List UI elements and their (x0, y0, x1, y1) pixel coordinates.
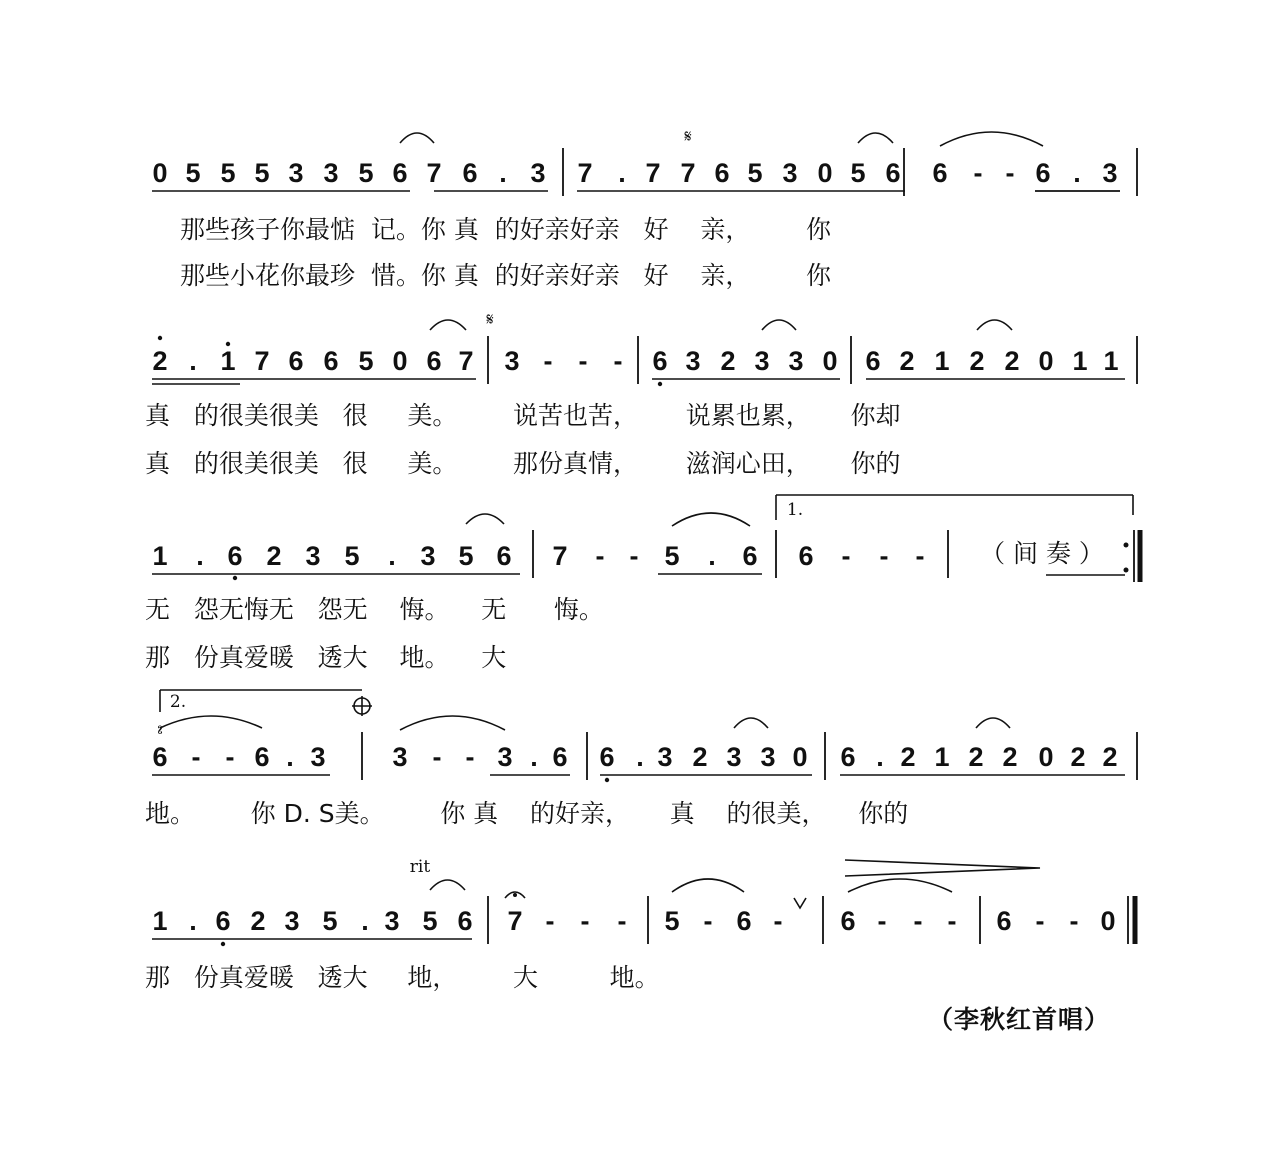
note: . (189, 906, 197, 936)
note: 0 (817, 158, 833, 188)
note: - (629, 541, 639, 571)
repeat-dot (1124, 543, 1129, 548)
diminuendo-hairpin (845, 860, 1040, 876)
note: - (225, 742, 235, 772)
octave-dot-below (605, 778, 609, 782)
note: 3 (504, 346, 520, 376)
slur (848, 879, 952, 892)
note: 6 (742, 541, 758, 571)
note: 3 (726, 742, 742, 772)
note: 6 (254, 742, 270, 772)
note: 7 (552, 541, 568, 571)
note: 6 (736, 906, 752, 936)
note: 3 (497, 742, 513, 772)
note: 1 (220, 346, 236, 376)
note: . (361, 906, 369, 936)
note: 0 (392, 346, 408, 376)
note: 3 (288, 158, 304, 188)
slur (977, 320, 1012, 330)
note: 6 (392, 158, 408, 188)
note: 1 (1072, 346, 1088, 376)
note: - (465, 742, 475, 772)
note: 5 (664, 906, 680, 936)
note: - (703, 906, 713, 936)
note: 6 (996, 906, 1012, 936)
volta-label: 2. (169, 692, 187, 712)
note: 6 (426, 346, 442, 376)
lyric-line: 那些小花你最珍 惜。你 真 的好亲好亲 好 亲， 你 (180, 261, 831, 290)
note: - (913, 906, 923, 936)
note: - (947, 906, 957, 936)
note: 6 (457, 906, 473, 936)
breath-mark (794, 898, 806, 908)
lyric-line: 无 怨无悔无 怨无 悔。 无 悔。 (145, 595, 604, 624)
note: - (1005, 158, 1015, 188)
note: - (841, 541, 851, 571)
note: 6 (288, 346, 304, 376)
note: 6 (714, 158, 730, 188)
note: 2 (1004, 346, 1020, 376)
slur (672, 879, 744, 892)
note: . (196, 541, 204, 571)
note: 6 (885, 158, 901, 188)
note: . (618, 158, 626, 188)
note: - (879, 541, 889, 571)
note: 3 (788, 346, 804, 376)
note: 6 (652, 346, 668, 376)
note: 7 (680, 158, 696, 188)
lyric-line: 那 份真爱暖 透大 地。 大 (145, 643, 507, 672)
note: 0 (1100, 906, 1116, 936)
note: 2 (1102, 742, 1118, 772)
note: 2 (900, 742, 916, 772)
slur (858, 133, 893, 143)
slur (672, 513, 750, 526)
note: 7 (645, 158, 661, 188)
note: 6 (496, 541, 512, 571)
note: . (876, 742, 884, 772)
interlude-label: （ 间 奏 ） (980, 539, 1104, 568)
note: 5 (344, 541, 360, 571)
note: 6 (932, 158, 948, 188)
note: 1 (934, 346, 950, 376)
slur (940, 132, 1043, 146)
note: 6 (462, 158, 478, 188)
note: - (432, 742, 442, 772)
note: 6 (840, 742, 856, 772)
note: 6 (152, 742, 168, 772)
note: 5 (422, 906, 438, 936)
lyric-line: 那些孩子你最惦 记。你 真 的好亲好亲 好 亲， 你 (180, 215, 831, 244)
note: - (580, 906, 590, 936)
note: - (578, 346, 588, 376)
lyric-line: 地。 你 D. S美。 你 真 的好亲， 真 的很美， 你的 (145, 799, 909, 828)
fermata-dot (513, 893, 517, 897)
note: 5 (358, 346, 374, 376)
note: 3 (384, 906, 400, 936)
note: 5 (254, 158, 270, 188)
slur (400, 716, 505, 730)
note: 1 (152, 541, 168, 571)
note: . (1073, 158, 1081, 188)
note: - (973, 158, 983, 188)
note: 5 (458, 541, 474, 571)
note: . (189, 346, 197, 376)
note: 6 (323, 346, 339, 376)
note: 3 (760, 742, 776, 772)
note: 1 (1103, 346, 1119, 376)
note: 3 (1102, 158, 1118, 188)
note: - (1035, 906, 1045, 936)
note: 2 (899, 346, 915, 376)
note: 0 (152, 158, 168, 188)
note: 5 (358, 158, 374, 188)
note: - (773, 906, 783, 936)
note: 6 (840, 906, 856, 936)
note: . (286, 742, 294, 772)
slur (466, 514, 504, 524)
slur (430, 880, 465, 890)
note: 2 (720, 346, 736, 376)
note: 5 (747, 158, 763, 188)
slur (762, 320, 796, 330)
lyric-line: 真 的很美很美 很 美。 说苦也苦， 说累也累， 你却 (145, 401, 901, 430)
note: - (1069, 906, 1079, 936)
note: 7 (507, 906, 523, 936)
slur (430, 320, 466, 330)
note: 6 (227, 541, 243, 571)
note: 2 (1070, 742, 1086, 772)
note: 5 (322, 906, 338, 936)
note: - (617, 906, 627, 936)
note: 2 (266, 541, 282, 571)
octave-dot-below (233, 576, 237, 580)
slur (976, 718, 1010, 728)
slur (734, 718, 768, 728)
note: 2 (692, 742, 708, 772)
note: . (530, 742, 538, 772)
note: 3 (530, 158, 546, 188)
note: 3 (657, 742, 673, 772)
segno-sign: 𝄋 (684, 127, 692, 147)
note: 7 (426, 158, 442, 188)
note: - (191, 742, 201, 772)
note: 6 (798, 541, 814, 571)
octave-dot-below (658, 382, 662, 386)
note: . (636, 742, 644, 772)
note: 3 (754, 346, 770, 376)
octave-dot-below (221, 942, 225, 946)
segno-sign: 𝄋 (486, 310, 494, 330)
note: 3 (305, 541, 321, 571)
note: - (877, 906, 887, 936)
note: 6 (552, 742, 568, 772)
note: 0 (1038, 346, 1054, 376)
note: 5 (220, 158, 236, 188)
note: 2 (152, 346, 168, 376)
note: 5 (664, 541, 680, 571)
note: 7 (577, 158, 593, 188)
note: - (915, 541, 925, 571)
note: 2 (968, 742, 984, 772)
note: - (613, 346, 623, 376)
note: - (543, 346, 553, 376)
note: 6 (599, 742, 615, 772)
lyric-line: 真 的很美很美 很 美。 那份真情， 滋润心田， 你的 (145, 449, 901, 478)
note: 3 (685, 346, 701, 376)
note: 3 (420, 541, 436, 571)
note: 1 (934, 742, 950, 772)
note: 2 (969, 346, 985, 376)
note: 2 (250, 906, 266, 936)
note: - (545, 906, 555, 936)
note: 7 (458, 346, 474, 376)
note: - (595, 541, 605, 571)
note: 6 (1035, 158, 1051, 188)
singer-credit: （李秋红首唱） (928, 1005, 1111, 1034)
octave-dot-above (158, 336, 162, 340)
note: 0 (1038, 742, 1054, 772)
note: 7 (254, 346, 270, 376)
note: 5 (850, 158, 866, 188)
note: 0 (822, 346, 838, 376)
note: 3 (310, 742, 326, 772)
slur (400, 133, 434, 143)
note: 5 (185, 158, 201, 188)
note: 3 (323, 158, 339, 188)
note: . (499, 158, 507, 188)
note: 2 (1002, 742, 1018, 772)
volta-label: 1. (786, 500, 804, 520)
note: 3 (392, 742, 408, 772)
note: 0 (792, 742, 808, 772)
note: 6 (865, 346, 881, 376)
note: . (708, 541, 716, 571)
note: 3 (284, 906, 300, 936)
octave-dot-above (226, 342, 230, 346)
lyric-line: 那 份真爱暖 透大 地， 大 地。 (145, 963, 660, 992)
repeat-dot (1124, 568, 1129, 573)
note: . (388, 541, 396, 571)
note: 1 (152, 906, 168, 936)
tempo-rit: rit (409, 857, 431, 877)
breath-mark: 𝆚 (157, 720, 163, 740)
note: 3 (782, 158, 798, 188)
note: 6 (215, 906, 231, 936)
slur (160, 716, 262, 728)
